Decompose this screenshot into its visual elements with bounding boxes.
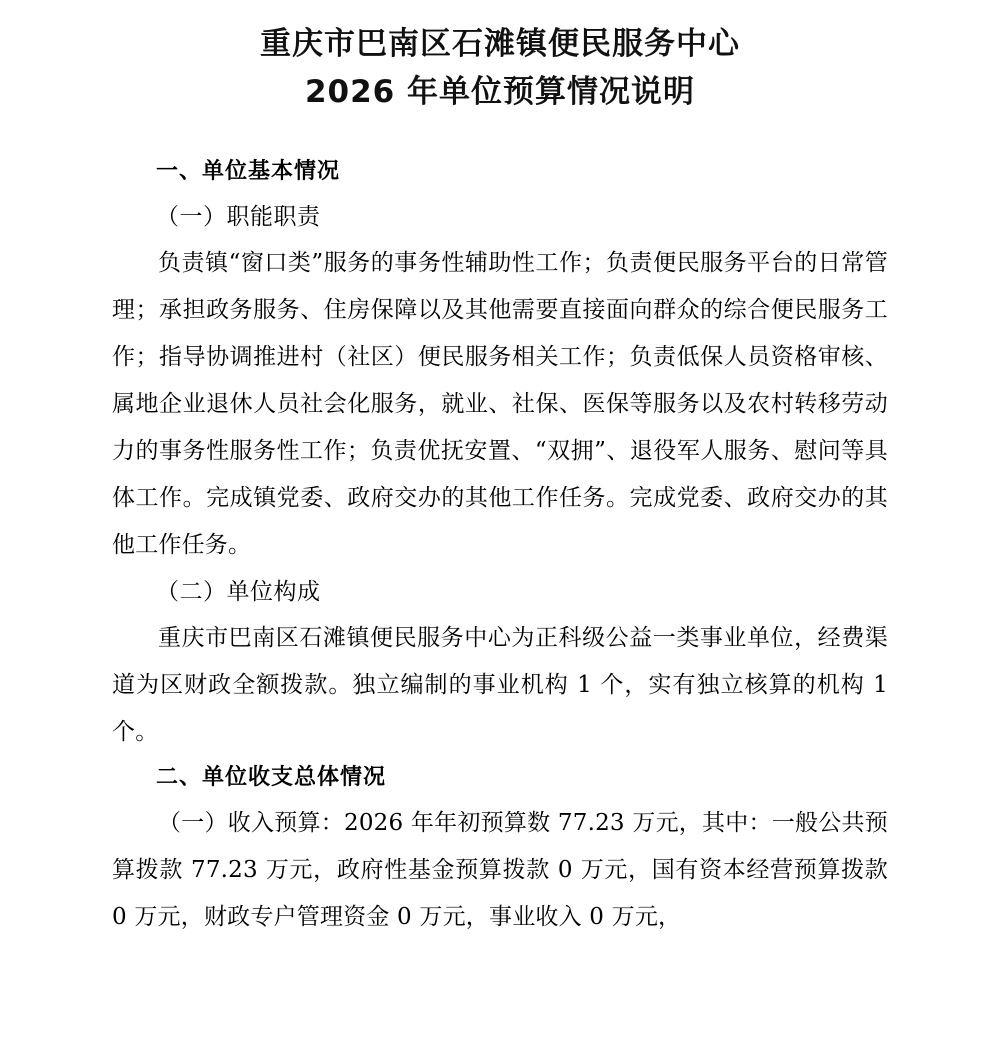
paragraph-income-budget: （一）收入预算：2026 年年初预算数 77.23 万元，其中：一般公共预算拨款 77.23 万元，政府性基金预算拨款 0 万元，国有资本经营预算拨款 0 万元，财政专户管理资金 0 万元，事业收入 0 万元，	[112, 810, 888, 930]
paragraph-functions: 负责镇“窗口类”服务的事务性辅助性工作；负责便民服务平台的日常管理；承担政务服务、住房保障以及其他需要直接面向群众的综合便民服务工作；指导协调推进村（社区）便民服务相关工作；负责低保人员资格审核、属地企业退休人员社会化服务，就业、社保、医保等服务以及农村转移劳动力的事务性服务性工作；负责优抚安置、“双拥”、退役军人服务、慰问等具体工作。完成镇党委、政府交办的其他工作任务。完成党委、政府交办的其他工作任务。	[112, 250, 888, 558]
paragraph-composition: 重庆市巴南区石滩镇便民服务中心为正科级公益一类事业单位，经费渠道为区财政全额拨款。独立编制的事业机构 1 个，实有独立核算的机构 1 个。	[112, 625, 888, 745]
section-heading-2: 二、单位收支总体情况	[156, 765, 387, 790]
page-title-line-2: 2026 年单位预算情况说明	[304, 74, 696, 110]
page-title	[112, 14, 888, 116]
sub-heading-functions: （一）职能职责	[156, 204, 321, 230]
title-body-spacer	[112, 116, 888, 150]
section-heading-1: 一、单位基本情况	[156, 159, 341, 184]
sub-heading-composition: （二）单位构成	[156, 579, 321, 605]
page-title-line-1: 重庆市巴南区石滩镇便民服务中心	[260, 26, 740, 62]
